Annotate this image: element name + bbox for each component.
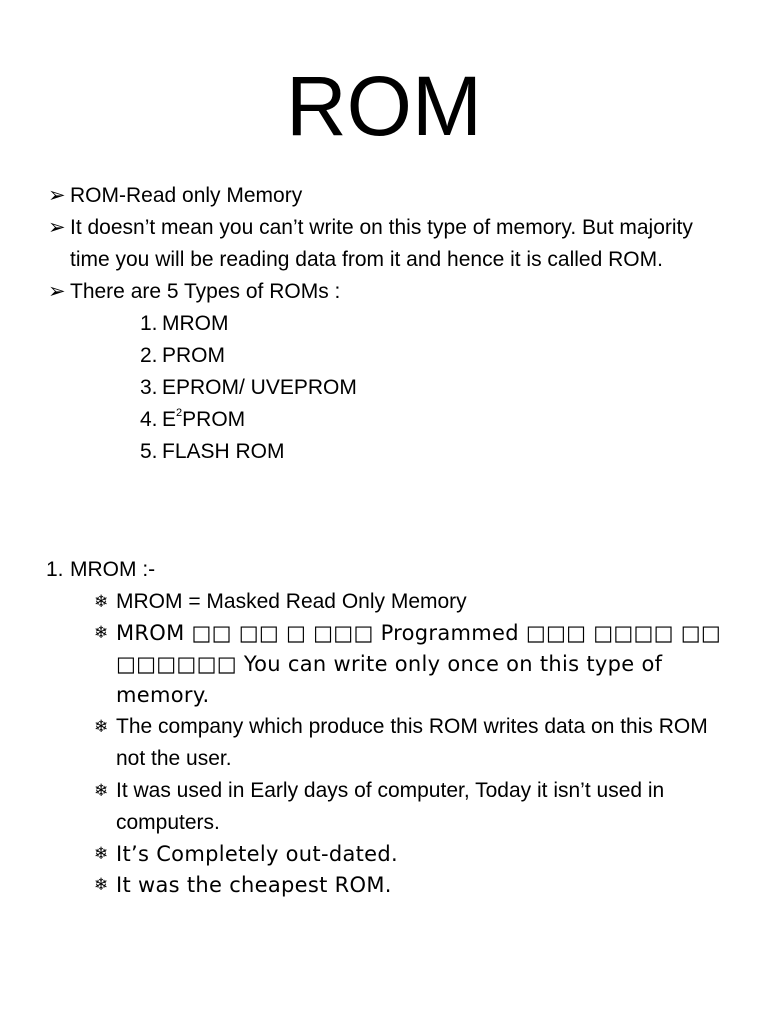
arrow-bullet-icon: ➢ [48, 184, 66, 207]
intro-bullet [48, 276, 738, 308]
intro-bullet-text: It doesn’t mean you can’t write on this type of memory. But majority time you will be reading data from it and hence it is called ROM. [70, 216, 693, 271]
intro-bullet-list [48, 180, 738, 468]
mrom-point [94, 618, 736, 711]
list-number: 4. [140, 408, 158, 431]
rom-type-text-post: PROM [182, 408, 246, 431]
list-number: 1. [140, 312, 158, 335]
list-number: 2. [140, 344, 158, 367]
mrom-point-text: MROM = Masked Read Only Memory [116, 590, 467, 613]
snowflake-bullet-icon: ❄ [94, 623, 109, 643]
intro-bullet-text: There are 5 Types of ROMs : [70, 280, 341, 303]
arrow-bullet-icon: ➢ [48, 280, 66, 303]
rom-type-text [162, 408, 245, 431]
section-heading [46, 554, 736, 586]
mrom-point-text: The company which produce this ROM writes data on this ROM not the user. [116, 715, 708, 770]
mrom-points-list [94, 586, 736, 901]
rom-type-item [140, 308, 738, 340]
intro-bullet [48, 212, 738, 276]
intro-bullet [48, 180, 738, 212]
rom-type-item [140, 404, 738, 436]
snowflake-bullet-icon: ❄ [94, 717, 109, 736]
mrom-point [94, 839, 736, 870]
mrom-point-text: It was the cheapest ROM. [116, 873, 392, 897]
superscript: 2 [176, 407, 183, 419]
rom-type-text: PROM [162, 344, 225, 367]
snowflake-bullet-icon: ❄ [94, 875, 109, 895]
mrom-point [94, 775, 736, 839]
mrom-point-text: MROM □□ □□ □ □□□ Programmed □□□ □□□□ □□ □□□□□□ You can write only once on this type of memory. [116, 621, 722, 707]
mrom-point [94, 586, 736, 618]
rom-type-text-pre: E [162, 408, 177, 431]
rom-type-item [140, 340, 738, 372]
mrom-point-text: It was used in Early days of computer, Today it isn’t used in computers. [116, 779, 665, 834]
mrom-section [46, 554, 736, 901]
rom-types-list [140, 308, 738, 468]
list-number: 3. [140, 376, 158, 399]
mrom-point [94, 711, 736, 775]
list-number: 5. [140, 440, 158, 463]
snowflake-bullet-icon: ❄ [94, 781, 109, 800]
rom-type-text: FLASH ROM [162, 440, 285, 463]
section-number: 1. [46, 558, 64, 581]
page-title: ROM [286, 59, 482, 153]
arrow-bullet-icon: ➢ [48, 216, 66, 239]
intro-bullet-text: ROM-Read only Memory [70, 184, 303, 207]
rom-type-text: MROM [162, 312, 229, 335]
mrom-point [94, 870, 736, 901]
rom-type-item [140, 372, 738, 404]
section-heading-text: MROM :- [70, 558, 156, 581]
snowflake-bullet-icon: ❄ [94, 844, 109, 864]
rom-type-text: EPROM/ UVEPROM [162, 376, 357, 399]
rom-type-item [140, 436, 738, 468]
mrom-point-text: It’s Completely out-dated. [116, 842, 398, 866]
snowflake-bullet-icon: ❄ [94, 592, 109, 611]
